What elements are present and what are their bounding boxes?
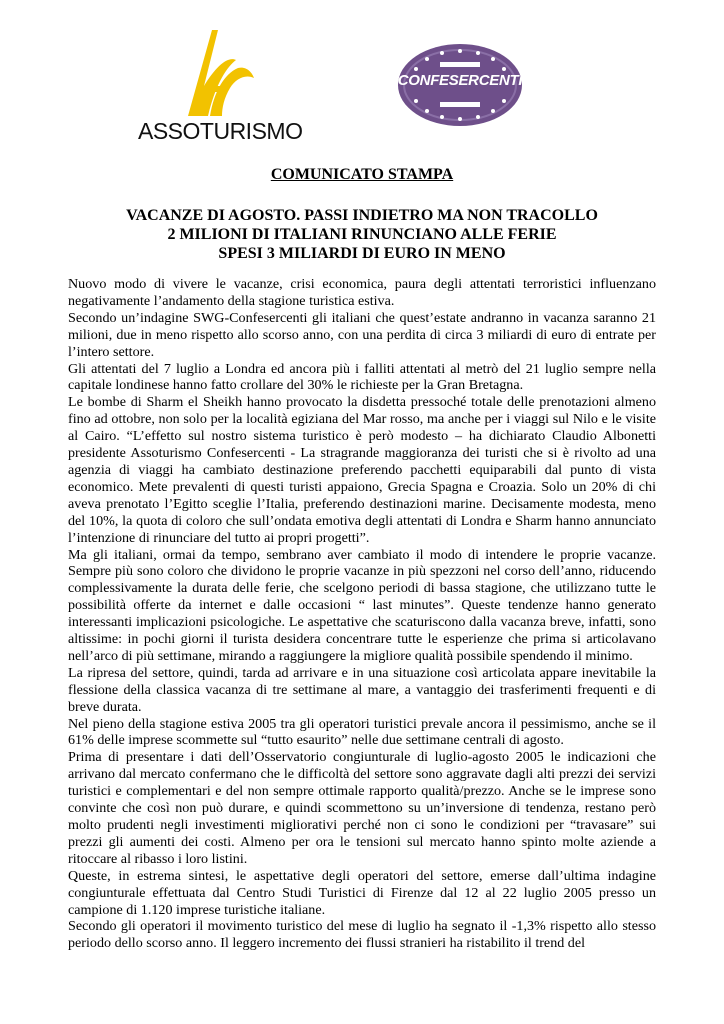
assoturismo-logo <box>138 26 303 144</box>
assoturismo-emblem-icon <box>176 26 256 118</box>
headline-line: SPESI 3 MILIARDI DI EURO IN MENO <box>218 245 506 262</box>
paragraph: Secondo gli operatori il movimento turistico del mese di luglio ha segnato il -1,3% rispetto allo stesso periodo dello scorso anno. Il leggero incremento dei flussi stranieri ha ristabilito il trend del <box>68 918 656 952</box>
headline-line: VACANZE DI AGOSTO. PASSI INDIETRO MA NON TRACOLLO <box>126 207 598 224</box>
confesercenti-logo <box>396 42 524 128</box>
paragraph: Le bombe di Sharm el Sheikh hanno provocato la disdetta pressoché totale delle prenotazioni almeno fino ad ottobre, non solo per la località egiziana del Mar rosso, ma anche per i viaggi sul Nilo e le visite al Cairo. “L’effetto sul nostro sistema turistico è però modesto – ha dichiarato Claudio Albonetti presidente Assoturismo Confesercenti - La stragrande maggioranza dei turisti che si è rivolto ad una agenzia di viaggi ha cambiato destinazione preferendo pacchetti equiparabili dal punto di vista economico. Mete prevalenti di questi turisti appaiono, Grecia Spagna e Croazia. Solo un 20% di chi aveva prenotato l’Egitto sceglie l’Italia, preferendo destinazioni marine. Decisamente modesta, meno del 10%, la quota di coloro che sull’ondata emotiva degli attentati di Londra e Sharm hanno annunciato l’intenzione di rinunciare del tutto ai propri progetti”. <box>68 394 656 546</box>
confesercenti-wordmark: CONFESERCENTI <box>397 72 523 89</box>
headline <box>0 206 724 263</box>
paragraph: Nel pieno della stagione estiva 2005 tra gli operatori turistici prevale ancora il pessimismo, anche se il 61% delle imprese scommette sul “tutto esaurito” nelle due settimane centrali di agosto. <box>68 715 656 749</box>
press-release-label: COMUNICATO STAMPA <box>270 166 454 183</box>
assoturismo-wordmark: ASSOTURISMO <box>138 118 303 144</box>
headline-line: 2 MILIONI DI ITALIANI RINUNCIANO ALLE FERIE <box>167 226 557 243</box>
paragraph: Gli attentati del 7 luglio a Londra ed ancora più i falliti attentati al metrò del 21 luglio sempre nella capitale londinese hanno fatto crollare del 30% le richieste per la Gran Bretagna. <box>68 360 656 394</box>
paragraph: Secondo un’indagine SWG-Confesercenti gli italiani che quest’estate andranno in vacanza saranno 21 milioni, due in meno rispetto allo scorso anno, con una perdita di circa 3 miliardi di euro di entrate per l’intero settore. <box>68 309 656 360</box>
paragraph: Ma gli italiani, ormai da tempo, sembrano aver cambiato il modo di intendere le proprie vacanze. Sempre più sono coloro che dividono le proprie vacanze in più spezzoni nel corso dell’anno, riducendo complessivamente la durata delle ferie, che scelgono periodi di bassa stagione, che utilizzano tutte le possibilità offerte da internet e dalle occasioni “ last minutes”. Queste tendenze hanno generato interessanti implicazioni psicologiche. Le aspettative che scaturiscono dalla vacanza breve, infatti, sono altissime: in pochi giorni il turista desidera concentrare tutte le esperienze che prima si articolavano nell’arco di più settimane, mirando a raggiungere la migliore qualità possibile spendendo il minimo. <box>68 546 656 664</box>
paragraph: Queste, in estrema sintesi, le aspettative degli operatori del settore, emerse dall’ultima indagine congiunturale effettuata dal Centro Studi Turistici di Firenze dal 12 al 22 luglio 2005 presso un campione di 1.120 imprese turistiche italiane. <box>68 867 656 918</box>
paragraph: Nuovo modo di vivere le vacanze, crisi economica, paura degli attentati terroristici influenzano negativamente l’andamento della stagione turistica estiva. <box>68 276 656 309</box>
paragraph: La ripresa del settore, quindi, tarda ad arrivare e in una situazione così articolata appare inevitabile la flessione della classica vacanza di tre settimane al mare, a vantaggio dei trasferimenti frequenti e di breve durata. <box>68 664 656 715</box>
paragraph: Prima di presentare i dati dell’Osservatorio congiunturale di luglio-agosto 2005 le indicazioni che arrivano dal mercato confermano che le difficoltà del settore sono aggravate dagli alti prezzi dei servizi turistici e complementari e del non sempre ottimale rapporto qualità/prezzo. Anche se le imprese sono convinte che così non può durare, e quindi scommettono su un’inversione di tendenza, restano però molto prudenti negli investimenti migliorativi perché non ci sono le condizioni per “travasare” sui prezzi gli aumenti dei costi. Almeno per ora le tensioni sul mercato hanno spinto molte aziende a ritoccare al ribasso i loro listini. <box>68 749 656 867</box>
article-body <box>68 276 656 952</box>
